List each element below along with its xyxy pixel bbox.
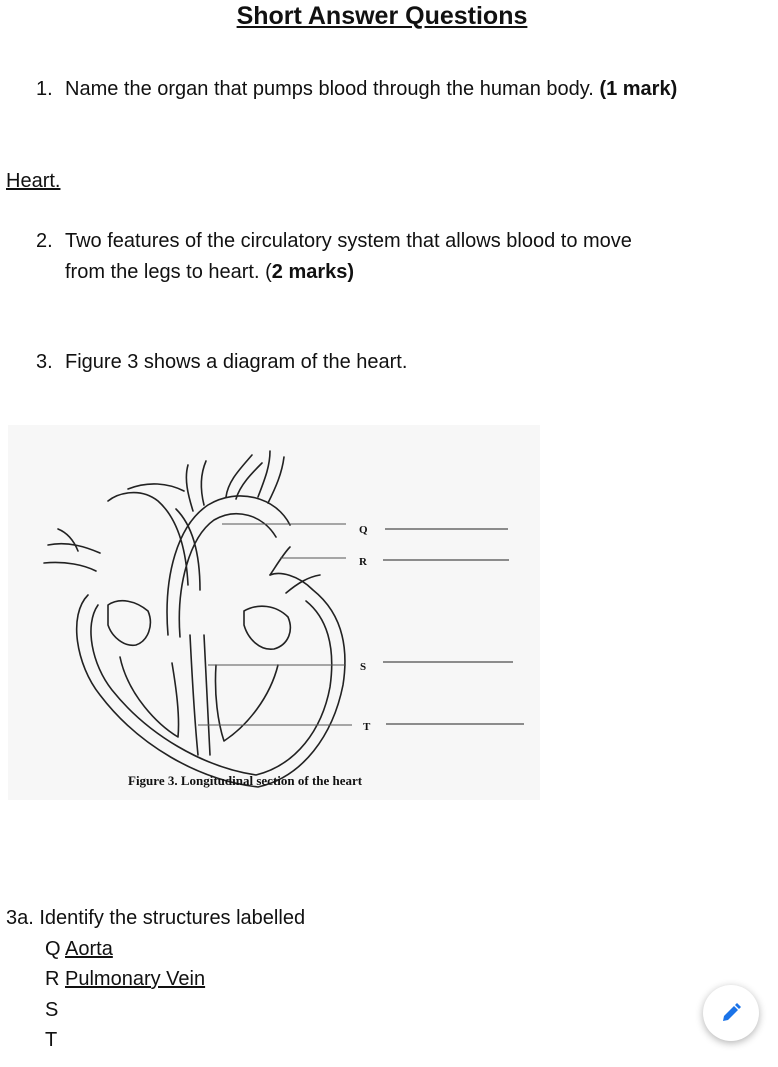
question-number: 1. [36,78,53,100]
question-text: Figure 3 shows a diagram of the heart. [65,351,408,373]
list-item [45,1025,57,1055]
label-q: Q [359,524,368,536]
question-number: 3. [36,351,53,373]
question-3 [0,347,778,379]
answer-1: Heart. [6,170,61,192]
label-t: T [363,721,371,733]
question-text: Name the organ that pumps blood through the human body. (1 mark) [65,78,678,100]
structure-answer: Aorta [65,938,113,960]
question-number: 2. [36,230,53,252]
label-r: R [359,556,367,568]
list-item [45,934,113,964]
list-item [45,964,205,994]
figure-background [8,425,540,800]
structure-letter: Q [45,938,61,960]
marks-label: 2 marks) [271,261,355,283]
page-title: Short Answer Questions [236,2,528,30]
list-item [45,995,58,1025]
question-text: Two features of the circulatory system that allows blood to move from the legs to heart. (2 marks) [65,230,632,283]
structure-letter: S [45,999,59,1021]
structure-answer: Pulmonary Vein [65,968,206,990]
figure-caption: Figure 3. Longitudinal section of the heart [128,773,363,788]
pencil-icon [719,1001,743,1025]
marks-label: (1 mark) [599,78,678,100]
heart-diagram [8,425,540,800]
label-s: S [360,661,367,673]
question-2 [0,226,778,290]
question-1 [0,74,778,138]
structure-letter: T [45,1029,58,1051]
structure-letter: R [45,968,60,990]
edit-button[interactable] [703,985,759,1041]
question-3a-prompt: 3a. Identify the structures labelled [6,907,306,929]
